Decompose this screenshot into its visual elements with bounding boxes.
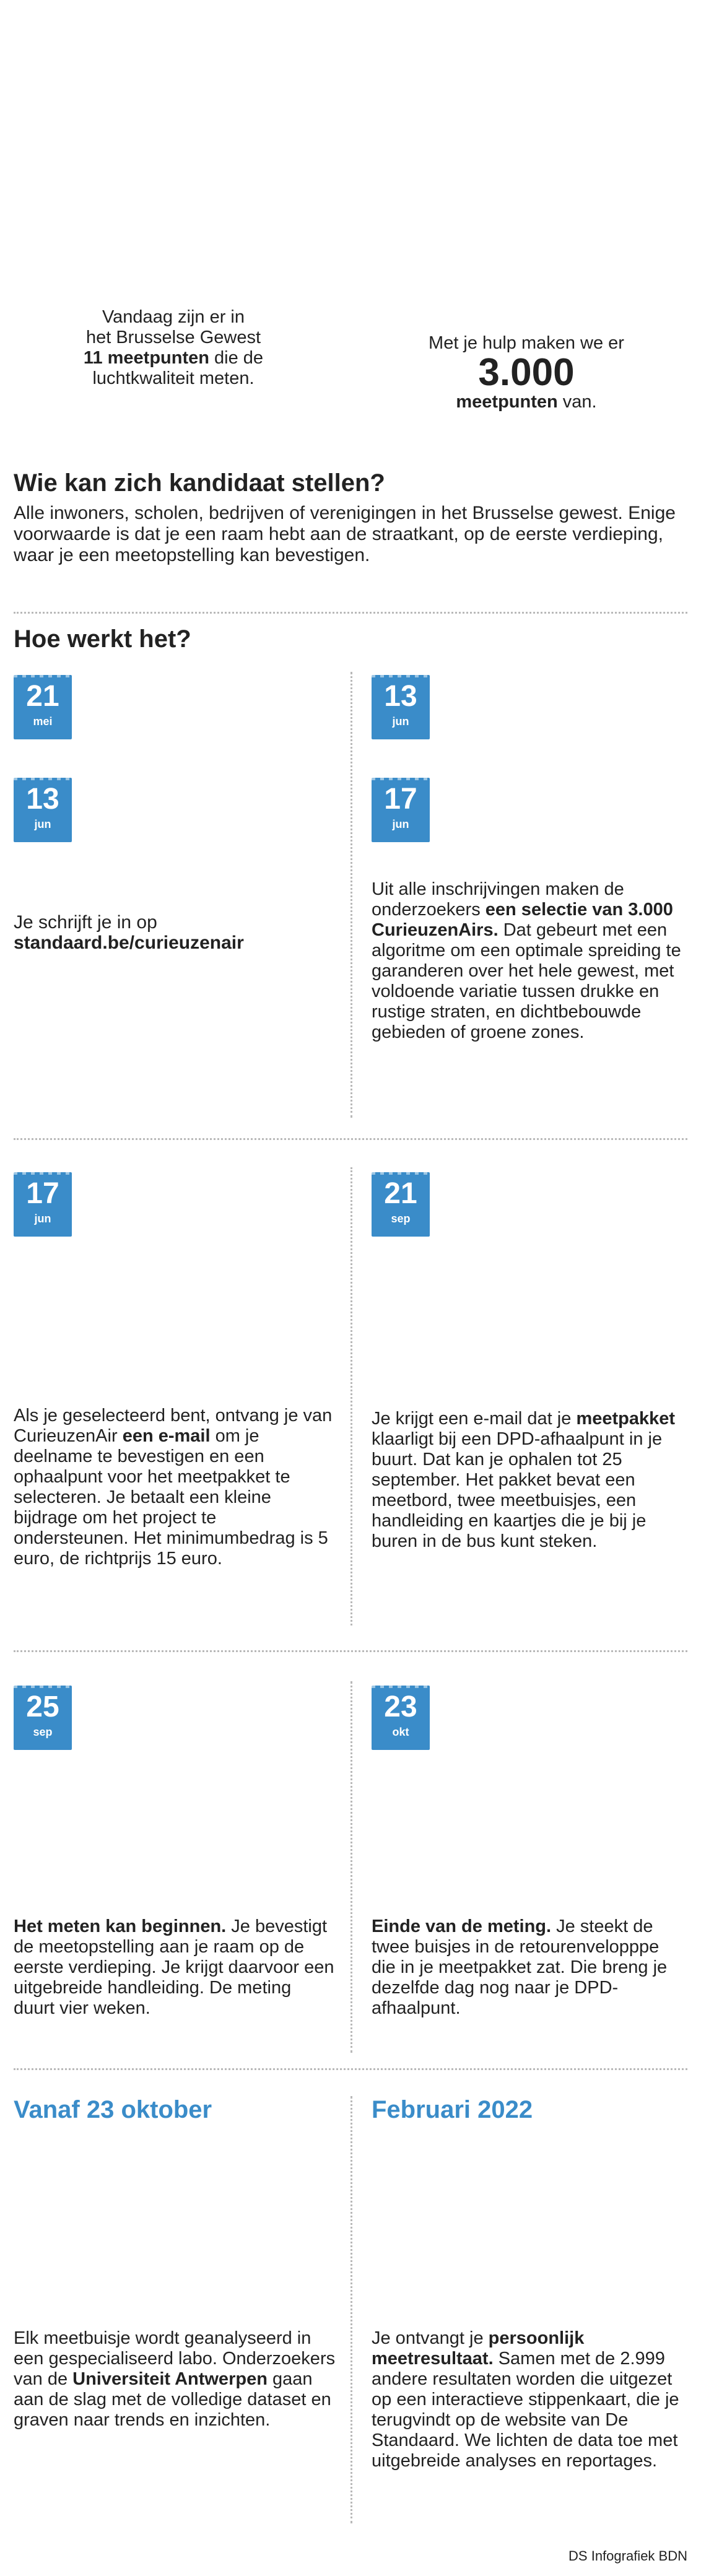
svg-text:@: @ [167,1238,211,1286]
step-text [14,1917,336,2019]
step-text-bold: Universiteit Antwerpen [72,2369,268,2389]
how-title: Hoe werkt het? [14,625,191,653]
step-title: Vanaf 23 oktober [14,2096,212,2123]
date-day: 21 [384,1177,417,1210]
intro-right-bold: meetpunten [456,392,558,412]
date-badge [372,1172,430,1237]
separator [14,1138,687,1140]
intro-left-rest: die de [209,348,264,368]
step-text-normal: Uit alle inschrijvingen maken de onderzoekers [372,879,624,920]
date-month: okt [392,1726,409,1738]
who-text: Alle inwoners, scholen, bedrijven of verenigingen in het Brusselse gewest. Enige voorwaarde is dat je een raam hebt aan de straatkant, op de eerste verdieping, waar je een meetopstelling kan bevestigen. [14,503,676,565]
step-text [14,2328,336,2430]
step-text-bold: een selectie van 3.000 CurieuzenAirs. [372,900,673,940]
intro-left-line: Vandaag zijn er in [102,307,245,327]
step-text [372,2328,681,2471]
date-badge [14,675,72,739]
separator [14,2068,687,2070]
intro-right-caption [396,333,656,412]
date-day: 25 [26,1690,59,1723]
date-month: jun [392,715,409,728]
date-badge [372,675,430,739]
date-day: 17 [384,783,417,816]
column-separator [350,672,352,1118]
step-text-normal: Samen met de 2.999 andere resultaten worden die uitgezet op een interactieve stippenkaart, die je terugvindt op de website van De Standaard. We lichten de data toe met uitgebreide analyses en reportages. [372,2349,679,2471]
date-badge [14,1172,72,1237]
date-month: jun [392,818,409,830]
date-day: 13 [384,680,417,713]
column-separator [350,2096,352,2523]
intro-right-big-number: 3.000 [478,351,575,394]
step-text [372,1917,681,2019]
date-month: jun [34,1212,51,1225]
date-badge [372,1686,430,1750]
date-badge [14,1686,72,1750]
step-text [14,1406,336,1569]
intro-left-line: luchtkwaliteit meten. [92,368,255,388]
intro-left-caption [56,307,291,389]
step-text-normal: Je steekt de twee buisjes in de retourenvelopppe die in je meetpakket zat. Die breng je dezelfde dag nog naar je DPD-afhaalpunt. [372,1917,668,2018]
step-text-normal: Je krijgt een e-mail dat je [372,1409,577,1429]
date-badge [14,778,72,842]
step-text-normal: klaarligt bij een DPD-afhaalpunt in je buurt. Dat kan je ophalen tot 25 september. Het pakket bevat een meetbord, twee meetbuisjes, een handleiding en kaartjes die je bij je buren in de bus kunt steken. [372,1429,663,1551]
step-text-bold: Het meten kan beginnen. [14,1917,227,1936]
footer-credit: DS Infografiek BDN [568,2548,687,2564]
intro-left-line: het Brusselse Gewest [85,328,261,347]
date-day: 23 [384,1690,417,1723]
column-separator [350,1167,352,1625]
step-text-normal: Je ontvangt je [372,2328,489,2348]
date-badge [372,778,430,842]
step-text [372,879,681,1043]
who-title: Wie kan zich kandidaat stellen? [14,469,385,497]
date-month: sep [391,1212,411,1225]
step-text [372,1409,681,1552]
intro-right-line: Met je hulp maken we er [429,333,624,353]
date-day: 13 [26,783,59,816]
step-text-normal: Je bevestigt de meetopstelling aan je raam op de eerste verdieping. Je krijgt daarvoor een uitgebreide handleiding. De meting duurt vier weken. [14,1917,334,2018]
step-text-bold: Einde van de meting. [372,1917,552,1936]
column-separator [350,1681,352,2053]
step-text-normal: om je deelname te bevestigen en een ophaalpunt voor het meetpakket te selecteren. Je betaalt een kleine bijdrage om het project te ondersteunen. Het minimumbedrag is 5 euro, de richtprijs 15 euro. [14,1426,328,1569]
step-text [14,912,336,953]
date-day: 21 [26,680,59,713]
step-text-normal: Elk meetbuisje wordt geanalyseerd in een gespecialiseerd labo. Onderzoekers van de [14,2328,336,2389]
step-text-normal: Als je geselecteerd bent, ontvang je van CurieuzenAir [14,1406,333,1446]
step-text-normal: Dat gebeurt met een algoritme om een optimale spreiding te garanderen over het hele gewest, met voldoende variatie tussen drukke en rustige straten, en dichtbebouwde gebieden of groene zones. [372,920,681,1042]
step-text-normal: Je schrijft je in op [14,912,157,933]
date-month: jun [34,818,51,830]
step-text-normal: gaan aan de slag met de volledige dataset en graven naar trends en inzichten. [14,2369,331,2430]
date-month: mei [33,715,53,728]
separator [14,612,687,614]
intro-right-rest: van. [557,392,597,412]
step-title: Februari 2022 [372,2096,533,2123]
step-text-bold: meetpakket [576,1409,676,1429]
date-month: sep [33,1726,53,1738]
intro-left-bold: 11 meetpunten [83,348,209,368]
step-text-bold: persoonlijk meetresultaat. [372,2328,585,2369]
step-text-bold: een e-mail [122,1426,211,1446]
date-day: 17 [26,1177,59,1210]
separator [14,1650,687,1652]
step-text-bold: standaard.be/curieuzenair [14,933,244,953]
